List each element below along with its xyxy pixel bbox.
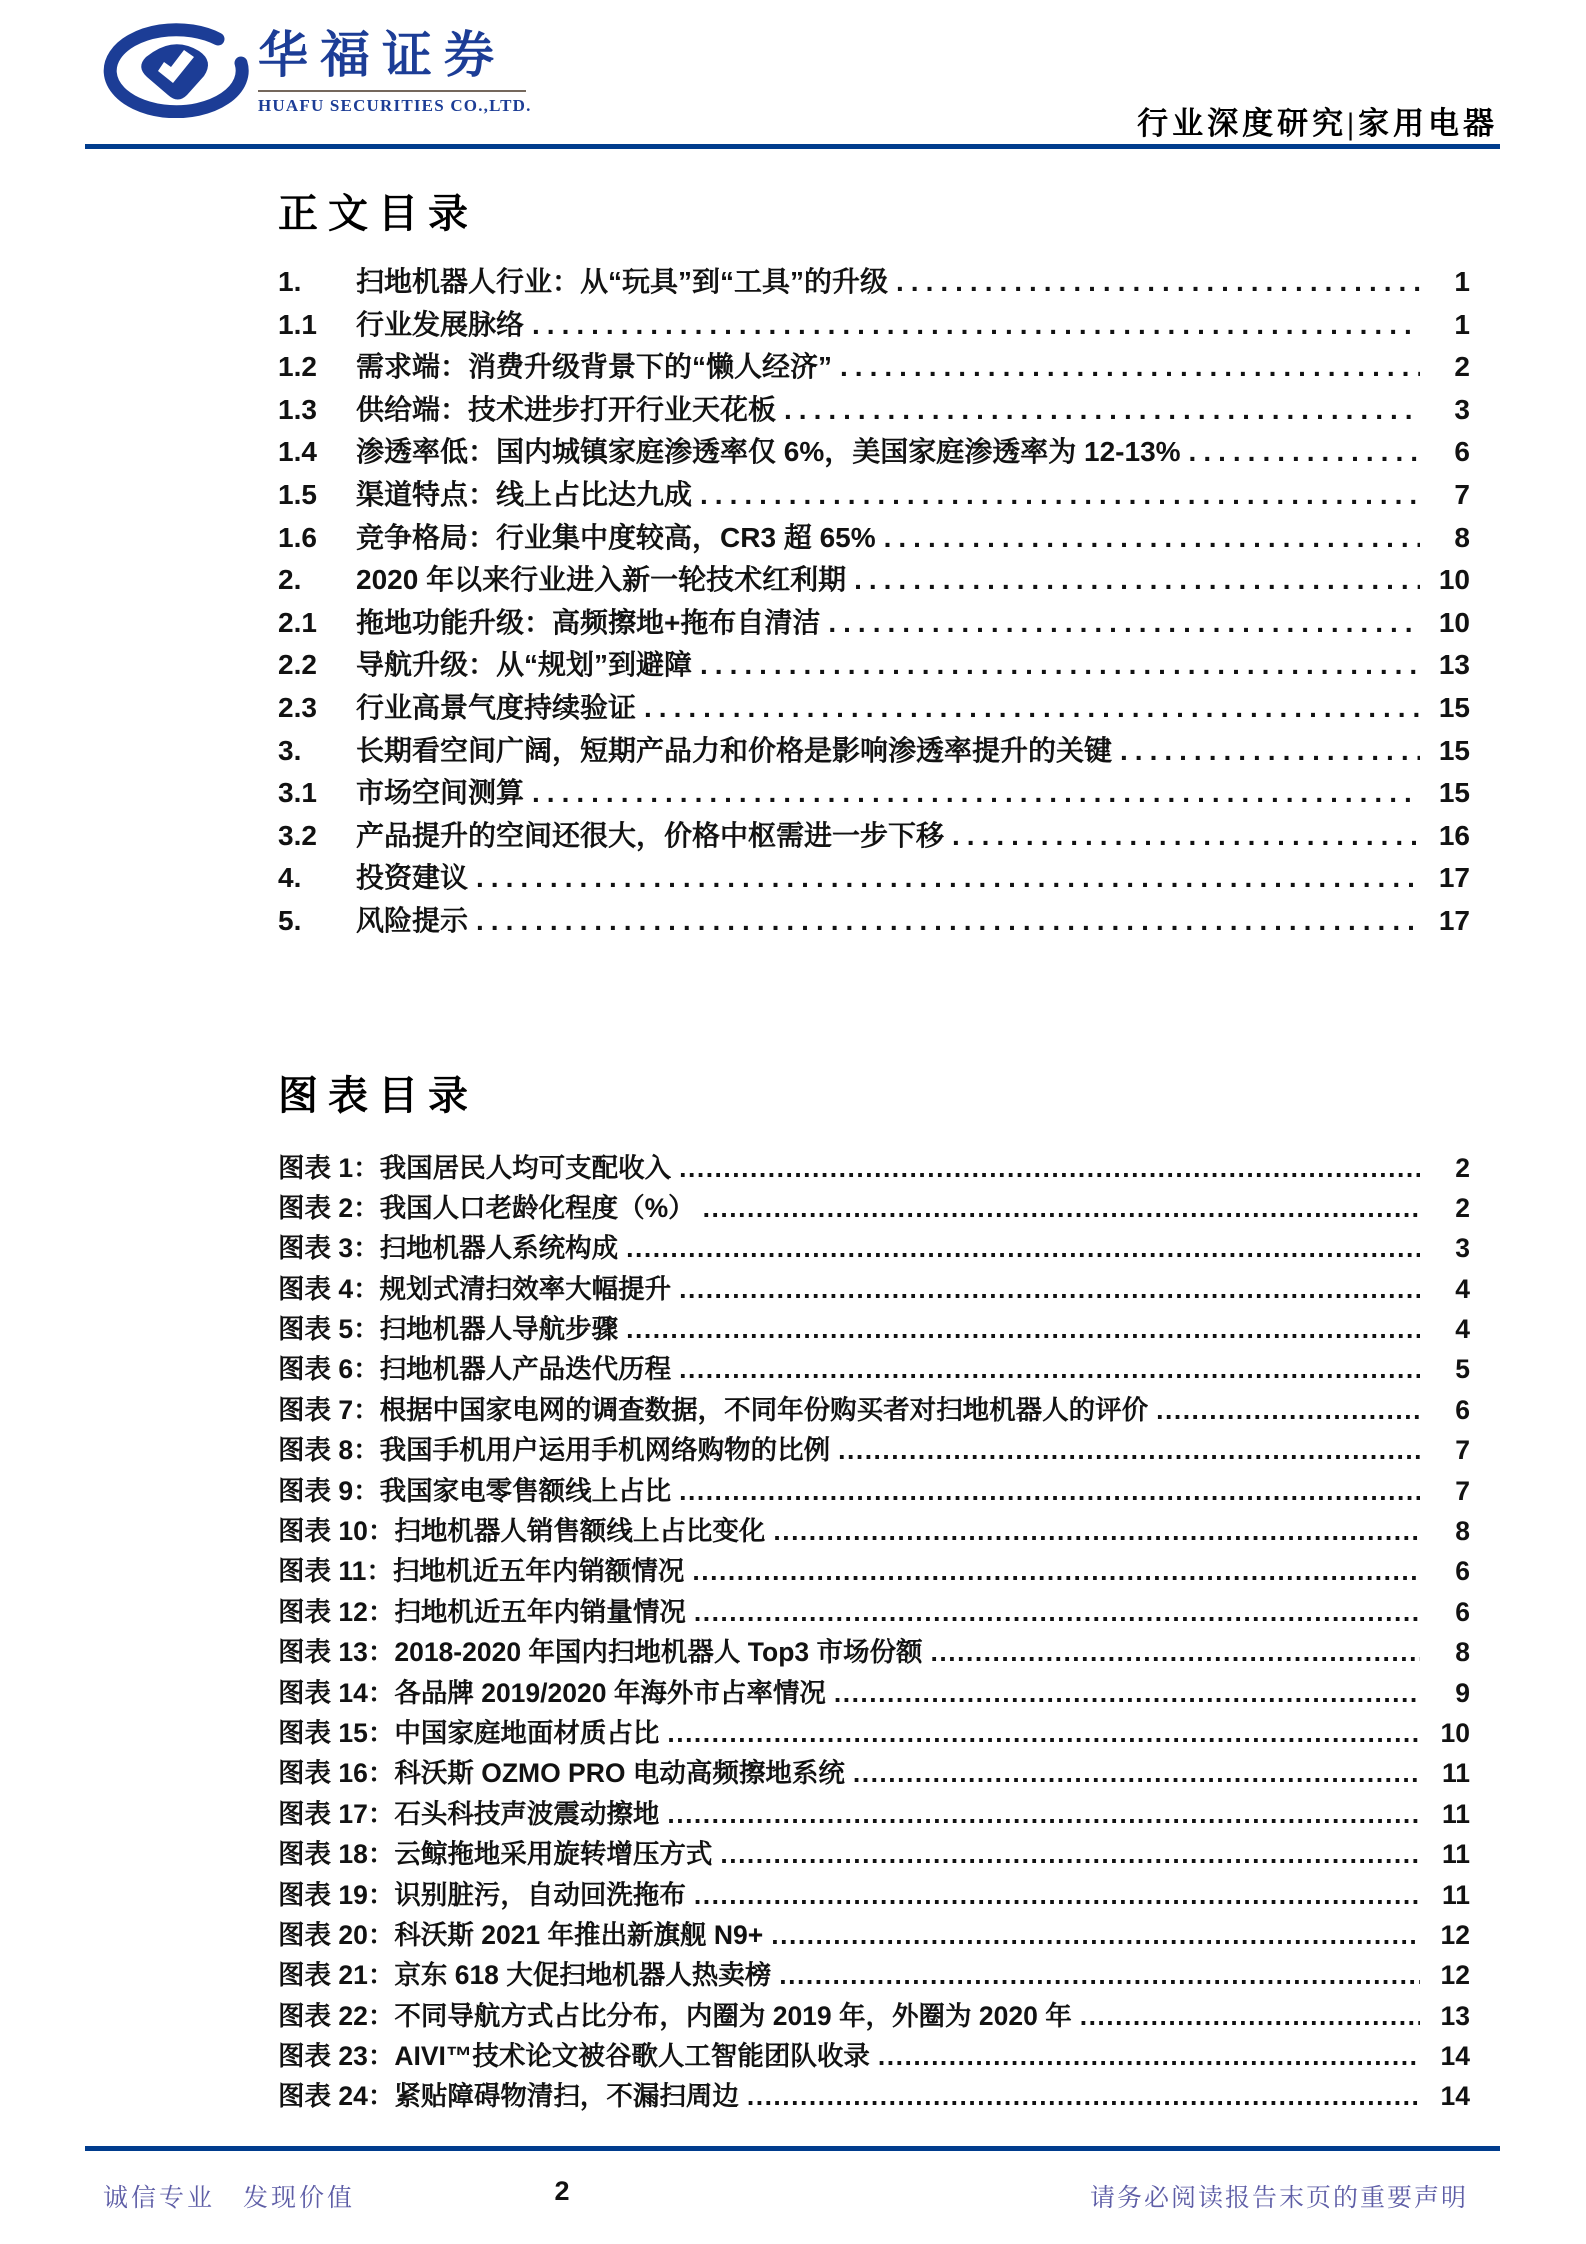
figure-dot-leader (626, 1233, 1420, 1264)
figure-entry-label: 图表 23：AIVI™技术论文被谷歌人工智能团队收录 (278, 2041, 870, 2072)
header-rule (85, 144, 1500, 149)
toc-entry-page: 6 (1454, 436, 1470, 468)
figure-dot-leader (1156, 1395, 1420, 1426)
figure-dot-leader (834, 1678, 1420, 1709)
figure-entry-label: 图表 5：扫地机器人导航步骤 (278, 1314, 619, 1345)
toc-entry[interactable] (278, 430, 1470, 473)
toc-entry-label: 渗透率低：国内城镇家庭渗透率仅 6%，美国家庭渗透率为 12-13% (356, 436, 1181, 468)
toc-entry-label: 2020 年以来行业进入新一轮技术红利期 (356, 564, 847, 596)
toc-dot-leader (644, 692, 1420, 724)
figure-entry[interactable] (278, 1994, 1470, 2034)
figure-toc-list (278, 1146, 1470, 2115)
figure-entry[interactable] (278, 1590, 1470, 1630)
toc-entry-page: 15 (1438, 691, 1470, 723)
footer-rule (85, 2146, 1500, 2151)
figure-dot-leader (667, 1718, 1420, 1749)
toc-dot-leader (784, 394, 1420, 426)
toc-entry-page: 17 (1438, 904, 1470, 936)
toc-entry-number: 2.3 (278, 691, 317, 723)
toc-entry-label: 竞争格局：行业集中度较高，CR3 超 65% (356, 521, 876, 553)
company-logo (100, 22, 532, 118)
toc-entry-number: 2. (278, 564, 302, 596)
toc-dot-leader (700, 649, 1420, 681)
toc-content (278, 190, 1470, 2115)
figure-dot-leader (626, 1314, 1420, 1345)
toc-entry[interactable] (278, 729, 1470, 772)
figure-dot-leader (679, 1274, 1420, 1305)
toc-dot-leader (884, 522, 1420, 554)
toc-entry-number: 1.3 (278, 393, 317, 425)
figure-dot-leader (853, 1758, 1420, 1789)
toc-entry-label: 行业高景气度持续验证 (356, 691, 637, 723)
figure-entry-label: 图表 3：扫地机器人系统构成 (278, 1233, 619, 1264)
figure-dot-leader (667, 1799, 1420, 1830)
figure-entry-page: 6 (1455, 1596, 1470, 1627)
toc-entry-label: 渠道特点：线上占比达九成 (356, 478, 693, 510)
figure-entry[interactable] (278, 1347, 1470, 1387)
figure-dot-leader (694, 1597, 1420, 1628)
figure-entry-label: 图表 9：我国家电零售额线上占比 (278, 1475, 672, 1506)
toc-entry-page: 1 (1454, 266, 1470, 297)
footer-slogan: 诚信专业 发现价值 (103, 2185, 356, 2212)
figure-entry-page: 4 (1455, 1273, 1470, 1304)
figure-entry[interactable] (278, 1630, 1470, 1670)
figure-entry-label: 图表 24：紧贴障碍物清扫，不漏扫周边 (278, 2081, 739, 2112)
toc-dot-leader (532, 777, 1420, 809)
figure-entry[interactable] (278, 1913, 1470, 1953)
figure-entry-label: 图表 1：我国居民人均可支配收入 (278, 1152, 672, 1183)
figure-dot-leader (878, 2041, 1420, 2072)
figure-entry-label: 图表 4：规划式清扫效率大幅提升 (278, 1273, 672, 1304)
toc-dot-leader (854, 564, 1420, 596)
toc-entry-number: 3. (278, 734, 302, 766)
toc-entry-page: 3 (1454, 393, 1470, 425)
toc-entry-label: 投资建议 (356, 862, 469, 894)
toc-entry[interactable] (278, 260, 1470, 303)
figure-entry-page: 11 (1441, 1798, 1470, 1829)
toc-entry[interactable] (278, 771, 1470, 814)
figure-entry-page: 9 (1455, 1677, 1470, 1708)
figure-entry[interactable] (278, 1388, 1470, 1428)
figure-entry[interactable] (278, 1832, 1470, 1872)
figure-entry-page: 2 (1455, 1152, 1470, 1183)
figure-dot-leader (679, 1153, 1420, 1184)
figure-dot-leader (679, 1354, 1420, 1385)
figure-entry[interactable] (278, 1226, 1470, 1266)
report-category-label: 行业深度研究|家用电器 (1137, 106, 1498, 141)
figure-entry-page: 12 (1440, 1919, 1470, 1950)
toc-entry-page: 10 (1438, 606, 1470, 638)
toc-entry[interactable] (278, 388, 1470, 431)
figure-dot-leader (838, 1435, 1420, 1466)
figure-dot-leader (692, 1556, 1420, 1587)
toc-entry[interactable] (278, 643, 1470, 686)
figure-entry-label: 图表 20：科沃斯 2021 年推出新旗舰 N9+ (278, 1919, 764, 1950)
figure-entry-label: 图表 21：京东 618 大促扫地机器人热卖榜 (278, 1960, 772, 1991)
toc-entry-label: 供给端：技术进步打开行业天花板 (356, 393, 777, 425)
toc-dot-leader (1189, 436, 1420, 468)
figure-entry[interactable] (278, 1549, 1470, 1589)
toc-entry-page: 15 (1438, 734, 1470, 766)
toc-entry-label: 产品提升的空间还很大，价格中枢需进一步下移 (356, 819, 945, 851)
toc-entry[interactable] (278, 558, 1470, 601)
toc-entry-label: 长期看空间广阔，短期产品力和价格是影响渗透率提升的关键 (356, 734, 1113, 766)
figure-entry[interactable] (278, 1428, 1470, 1468)
figure-entry-label: 图表 6：扫地机器人产品迭代历程 (278, 1354, 672, 1385)
toc-entry[interactable] (278, 303, 1470, 346)
toc-entry-label: 扫地机器人行业：从“玩具”到“工具”的升级 (356, 266, 889, 297)
figure-entry-label: 图表 2：我国人口老龄化程度（%） (278, 1192, 695, 1223)
figure-entry-label: 图表 19：识别脏污，自动回洗拖布 (278, 1879, 686, 1910)
toc-entry-label: 需求端：消费升级背景下的“懒人经济” (356, 351, 833, 383)
toc-dot-leader (896, 266, 1420, 298)
toc-dot-leader (952, 820, 1420, 852)
figure-dot-leader (1080, 2001, 1420, 2032)
toc-entry[interactable] (278, 686, 1470, 729)
figure-entry-page: 8 (1455, 1516, 1470, 1547)
figure-entry-page: 6 (1455, 1394, 1470, 1425)
toc-entry-page: 13 (1438, 649, 1470, 681)
figure-entry-label: 图表 16：科沃斯 OZMO PRO 电动高频擦地系统 (278, 1758, 845, 1789)
figure-entry-label: 图表 11：扫地机近五年内销额情况 (278, 1556, 685, 1587)
toc-entry[interactable] (278, 345, 1470, 388)
figure-entry[interactable] (278, 1953, 1470, 1993)
toc-entry[interactable] (278, 814, 1470, 857)
toc-entry-number: 1.4 (278, 436, 317, 468)
figure-dot-leader (747, 2081, 1420, 2112)
toc-entry-label: 拖地功能升级：高频擦地+拖布自清洁 (356, 606, 821, 638)
figure-entry-page: 11 (1441, 1879, 1470, 1910)
company-name-cn: 华福证券 (258, 27, 506, 83)
toc-entry[interactable] (278, 516, 1470, 559)
toc-dot-leader (700, 479, 1420, 511)
figure-entry-label: 图表 18：云鲸拖地采用旋转增压方式 (278, 1839, 713, 1870)
figure-entry[interactable] (278, 2074, 1470, 2114)
toc-entry-page: 15 (1438, 777, 1470, 809)
toc-entry-page: 8 (1454, 521, 1470, 553)
footer-page-number: 2 (554, 2176, 570, 2206)
figure-dot-leader (773, 1516, 1420, 1547)
figure-entry-page: 8 (1455, 1637, 1470, 1668)
figure-entry-page: 10 (1440, 1717, 1470, 1748)
toc-entry-label: 导航升级：从“规划”到避障 (356, 649, 693, 681)
toc-entry-number: 1.1 (278, 308, 317, 340)
toc-entry-page: 1 (1454, 308, 1470, 340)
figure-entry[interactable] (278, 1469, 1470, 1509)
figure-entry-label: 图表 14：各品牌 2019/2020 年海外市占率情况 (278, 1677, 826, 1708)
figure-entry[interactable] (278, 1186, 1470, 1226)
toc-entry-number: 1. (278, 266, 302, 297)
toc-entry[interactable] (278, 899, 1470, 942)
figure-toc-title: 图表目录 (278, 1072, 478, 1118)
toc-entry-page: 16 (1438, 819, 1470, 851)
main-toc-list (278, 260, 1470, 942)
toc-entry[interactable] (278, 856, 1470, 899)
figure-entry-label: 图表 10：扫地机器人销售额线上占比变化 (278, 1516, 766, 1547)
main-toc-section (278, 190, 1470, 942)
logo-swirl-icon (100, 22, 252, 118)
figure-entry-page: 7 (1455, 1435, 1470, 1466)
toc-entry-page: 7 (1454, 478, 1470, 510)
figure-entry-page: 7 (1455, 1475, 1470, 1506)
toc-dot-leader (828, 607, 1420, 639)
company-name-en: HUAFU SECURITIES CO.,LTD. (258, 96, 532, 115)
figure-entry-page: 2 (1455, 1192, 1470, 1223)
toc-entry-label: 风险提示 (356, 904, 469, 936)
main-toc-title: 正文目录 (278, 191, 478, 236)
figure-entry-page: 11 (1441, 1839, 1470, 1870)
toc-entry-page: 17 (1438, 862, 1470, 894)
figure-dot-leader (779, 1960, 1420, 1991)
figure-dot-leader (703, 1193, 1420, 1224)
figure-entry-page: 3 (1455, 1233, 1470, 1264)
figure-entry[interactable] (278, 1711, 1470, 1751)
figure-dot-leader (720, 1839, 1420, 1870)
figure-entry[interactable] (278, 1307, 1470, 1347)
figure-entry-page: 14 (1440, 2081, 1470, 2112)
toc-entry-number: 1.5 (278, 478, 317, 510)
footer-disclaimer: 请务必阅读报告末页的重要声明 (1089, 2185, 1468, 2212)
figure-dot-leader (771, 1920, 1420, 1951)
figure-dot-leader (931, 1637, 1421, 1668)
figure-dot-leader (694, 1880, 1420, 1911)
toc-entry-number: 2.2 (278, 649, 317, 681)
figure-entry-label: 图表 15：中国家庭地面材质占比 (278, 1717, 660, 1748)
figure-entry-label: 图表 17：石头科技声波震动擦地 (278, 1798, 660, 1829)
toc-entry-number: 1.6 (278, 521, 317, 553)
figure-entry[interactable] (278, 2034, 1470, 2074)
figure-entry-page: 14 (1440, 2041, 1470, 2072)
toc-entry-number: 3.2 (278, 819, 317, 851)
figure-toc-section (278, 1072, 1470, 2115)
toc-entry-number: 1.2 (278, 351, 317, 383)
figure-entry-page: 5 (1455, 1354, 1470, 1385)
toc-entry-label: 行业发展脉络 (356, 308, 525, 340)
figure-entry[interactable] (278, 1146, 1470, 1186)
figure-entry-page: 12 (1440, 1960, 1470, 1991)
toc-dot-leader (476, 862, 1420, 894)
figure-entry-label: 图表 13：2018-2020 年国内扫地机器人 Top3 市场份额 (278, 1637, 923, 1668)
figure-entry[interactable] (278, 1509, 1470, 1549)
figure-entry[interactable] (278, 1873, 1470, 1913)
figure-entry-page: 6 (1455, 1556, 1470, 1587)
toc-entry-number: 2.1 (278, 606, 317, 638)
toc-dot-leader (532, 309, 1420, 341)
toc-entry-page: 10 (1438, 564, 1470, 596)
figure-entry-label: 图表 12：扫地机近五年内销量情况 (278, 1596, 686, 1627)
figure-dot-leader (679, 1476, 1420, 1507)
toc-entry-page: 2 (1454, 351, 1470, 383)
figure-entry[interactable] (278, 1267, 1470, 1307)
figure-entry[interactable] (278, 1792, 1470, 1832)
figure-entry-page: 11 (1441, 1758, 1470, 1789)
figure-entry-label: 图表 8：我国手机用户运用手机网络购物的比例 (278, 1435, 831, 1466)
toc-dot-leader (1120, 735, 1420, 767)
toc-entry-label: 市场空间测算 (356, 777, 525, 809)
toc-entry[interactable] (278, 601, 1470, 644)
figure-entry-page: 4 (1455, 1314, 1470, 1345)
figure-entry-page: 13 (1440, 2000, 1470, 2031)
figure-entry-label: 图表 7：根据中国家电网的调查数据，不同年份购买者对扫地机器人的评价 (278, 1394, 1149, 1425)
toc-entry-number: 4. (278, 862, 302, 894)
toc-dot-leader (476, 905, 1420, 937)
toc-dot-leader (840, 351, 1420, 383)
toc-entry-number: 5. (278, 904, 302, 936)
toc-entry[interactable] (278, 473, 1470, 516)
figure-entry[interactable] (278, 1671, 1470, 1711)
figure-entry-label: 图表 22：不同导航方式占比分布，内圈为 2019 年，外圈为 2020 年 (278, 2000, 1072, 2031)
toc-entry-number: 3.1 (278, 777, 317, 809)
logo-divider (258, 90, 526, 92)
figure-entry[interactable] (278, 1751, 1470, 1791)
